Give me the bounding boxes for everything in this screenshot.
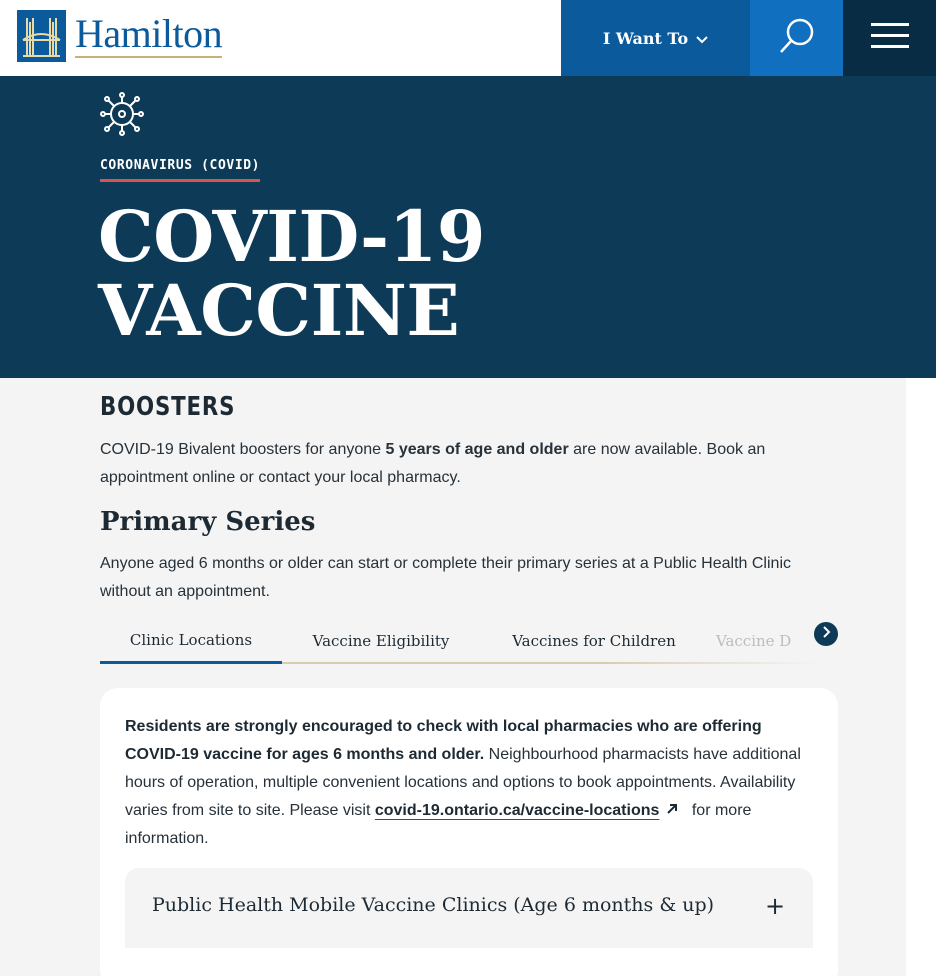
boosters-text-start: COVID-19 Bivalent boosters for anyone — [100, 441, 386, 458]
virus-icon — [100, 92, 144, 136]
pharmacy-notice-text: Neighbourhood pharmacists have additional hours of operation, multiple convenient locations and options to book appointments. Availability varies from site to site. Please visit — [125, 746, 801, 819]
primary-series-heading: Primary Series — [100, 507, 316, 537]
page-title-line-2: VACCINE — [98, 269, 460, 352]
menu-button[interactable] — [843, 0, 936, 76]
accordion-title: Public Health Mobile Vaccine Clinics (Age 6 months & up) — [152, 894, 715, 916]
tab-clinic-locations[interactable]: Clinic Locations — [100, 618, 282, 664]
search-button[interactable] — [750, 0, 843, 76]
chevron-right-icon — [821, 625, 831, 643]
vaccine-locations-link[interactable]: covid-19.ontario.ca/vaccine-locations — [374, 802, 660, 819]
i-want-to-button[interactable] — [561, 0, 750, 76]
tab-vaccine-d[interactable]: Vaccine D — [716, 632, 792, 650]
chevron-down-icon — [696, 29, 708, 48]
external-link-icon — [665, 798, 679, 812]
primary-series-paragraph: Anyone aged 6 months or older can start or complete their primary series at a Public Health Clinic without an appointment. — [100, 555, 791, 600]
tab-bar — [100, 618, 838, 664]
boosters-text-end: are now available. Book an appointment online or contact your local pharmacy. — [100, 441, 766, 486]
tab-scroll-next-button[interactable] — [814, 622, 838, 646]
boosters-paragraph — [100, 436, 780, 492]
pharmacy-notice — [125, 713, 815, 853]
section-eyebrow[interactable]: CORONAVIRUS (COVID) — [100, 158, 260, 182]
i-want-to-label: I Want To — [602, 28, 689, 48]
tab-vaccine-eligibility[interactable]: Vaccine Eligibility — [312, 632, 450, 650]
tab-vaccines-for-children[interactable]: Vaccines for Children — [512, 632, 676, 650]
page-title — [98, 195, 485, 352]
site-header — [0, 0, 936, 76]
expand-plus-icon[interactable]: + — [765, 892, 786, 920]
main-content — [0, 378, 906, 976]
hamburger-menu-icon — [871, 22, 909, 55]
boosters-heading: BOOSTERS — [100, 392, 236, 422]
search-icon — [777, 16, 817, 61]
pharmacy-notice-bold: Residents are strongly encouraged to check with local pharmacies who are offering COVID-19 vaccine for ages 6 months and older. — [125, 718, 762, 763]
pharmacy-notice-end: for more information. — [125, 802, 752, 847]
boosters-text-bold: 5 years of age and older — [385, 441, 569, 458]
hamilton-emblem-icon — [17, 10, 66, 62]
hamilton-logo[interactable] — [17, 10, 222, 62]
mobile-clinics-accordion[interactable] — [125, 868, 813, 948]
page-title-line-1: COVID-19 — [98, 195, 485, 278]
page-gutter — [906, 378, 936, 976]
logo-wordmark: Hamilton — [75, 11, 223, 56]
clinic-locations-panel — [100, 688, 838, 976]
hero-banner — [0, 76, 936, 378]
